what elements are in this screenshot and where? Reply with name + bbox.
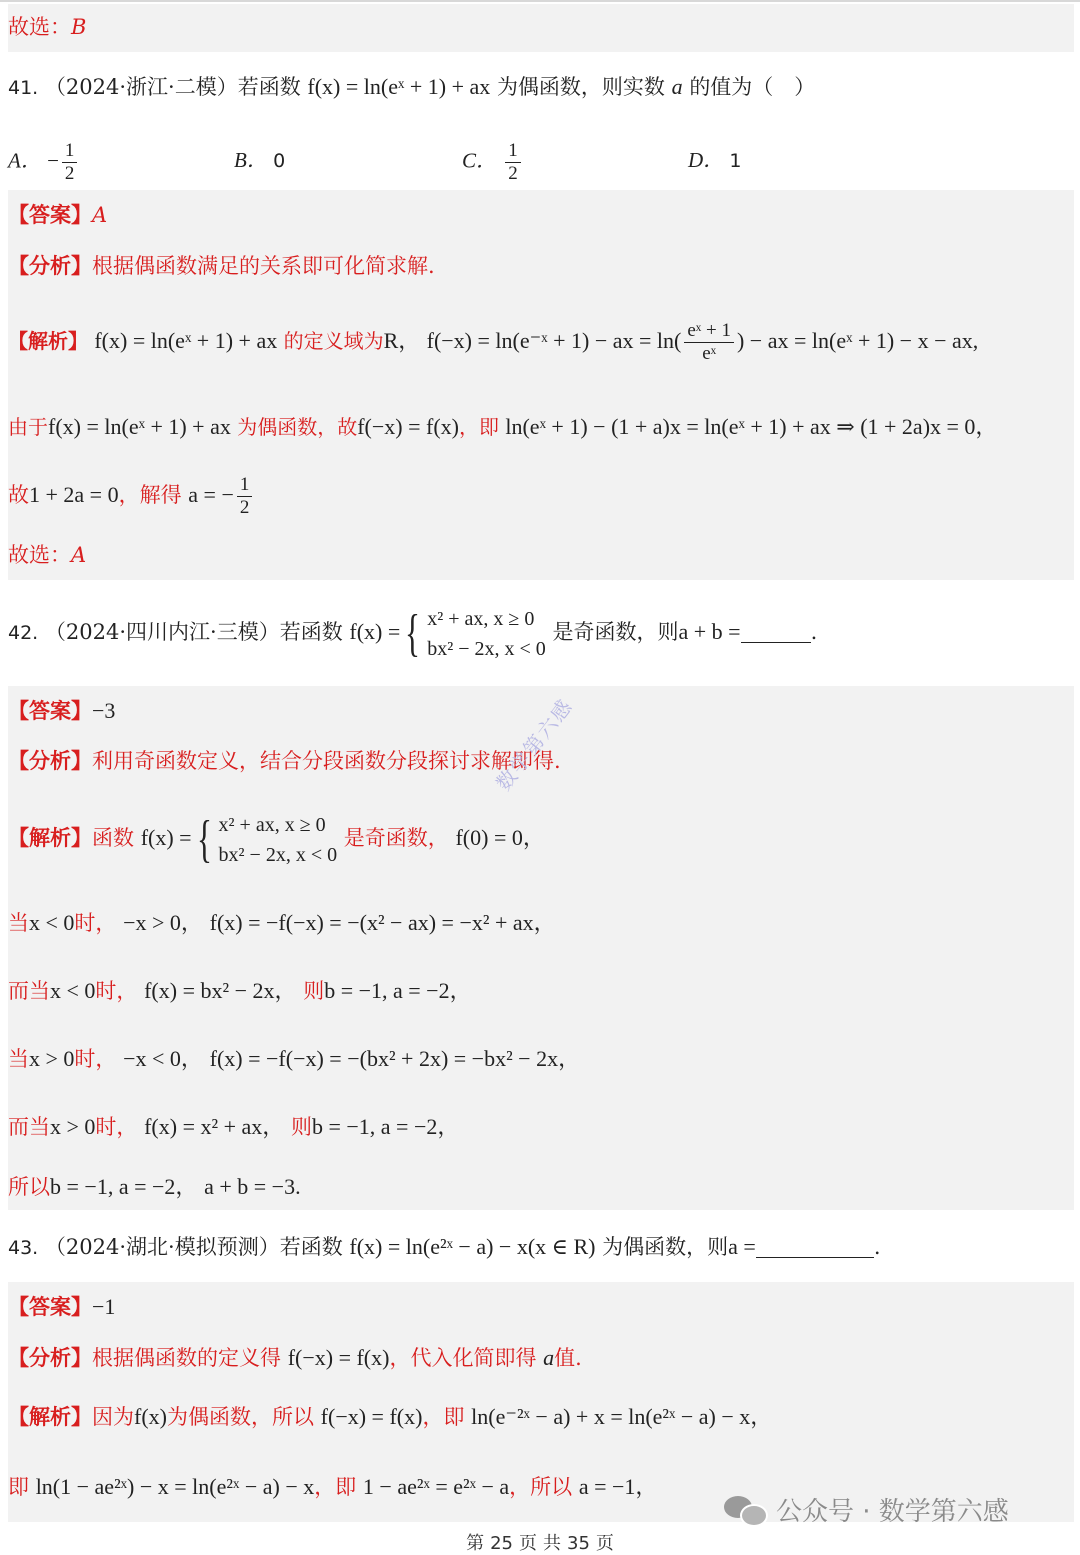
q42-solution-line6 bbox=[8, 1172, 301, 1202]
math: f(x) = bbox=[140, 825, 192, 850]
stem-end: . bbox=[810, 620, 818, 644]
q43-solution-line1 bbox=[8, 1402, 772, 1432]
page-number: 25 bbox=[490, 1533, 513, 1554]
text: 则 bbox=[303, 979, 325, 1003]
wechat-brand bbox=[724, 1491, 1009, 1528]
stem-variable: a bbox=[671, 74, 683, 99]
math: ln(1 − ae²ˣ) − x = ln(e²ˣ − a) − x bbox=[35, 1474, 315, 1499]
option-b[interactable] bbox=[234, 144, 285, 174]
text: ，即 bbox=[422, 1405, 465, 1429]
analysis-text: 利用奇函数定义，结合分段函数分段探讨求解即得. bbox=[92, 749, 561, 773]
q41-solution-line3 bbox=[8, 474, 255, 519]
question-number: 41. bbox=[8, 77, 39, 99]
question-source: （2024·浙江·二模） bbox=[44, 75, 238, 99]
answer-tag: 【答案】 bbox=[8, 699, 92, 723]
fraction: $\frac{\text{eˣ + 1}}{\text{eˣ}}$ bbox=[684, 320, 734, 365]
choose-label: 故选： bbox=[8, 15, 71, 39]
q43-solution-line2 bbox=[8, 1472, 657, 1502]
option-fraction: $\frac{1}{2}$ bbox=[62, 140, 78, 185]
math: a bbox=[543, 1345, 555, 1370]
q43-analysis bbox=[8, 1343, 582, 1373]
prev-choose bbox=[8, 12, 86, 42]
stem-lead: 若函数 bbox=[237, 75, 301, 99]
math: f(x) = bx² − 2x， bbox=[144, 978, 297, 1003]
stem-expr: a + b = bbox=[678, 619, 741, 644]
brand-text: 公众号 · 数学第六感 bbox=[776, 1497, 1009, 1527]
math: f(x) = x² + ax， bbox=[144, 1114, 285, 1139]
footer-text: 共 bbox=[543, 1533, 561, 1554]
q42-solution-line1 bbox=[8, 804, 545, 872]
page-total: 35 bbox=[567, 1533, 590, 1554]
math: f(−x) = f(x) bbox=[287, 1345, 390, 1370]
text: 故 bbox=[8, 483, 29, 507]
fraction: $\frac{1}{2}$ bbox=[237, 474, 253, 519]
q42-stem bbox=[8, 598, 817, 667]
q42-solution-line5 bbox=[8, 1112, 459, 1142]
q42-solution-line2 bbox=[8, 908, 556, 938]
stem-function: f(x) = ln(eˣ + 1) + ax bbox=[307, 74, 491, 99]
wechat-icon bbox=[724, 1494, 768, 1526]
math: b = −1, a = −2， bbox=[50, 1174, 198, 1199]
answer-tag: 【答案】 bbox=[8, 1295, 92, 1319]
question-number: 43. bbox=[8, 1237, 39, 1259]
question-source: （2024·四川内江·三模） bbox=[44, 620, 280, 644]
option-label: C． bbox=[462, 148, 498, 173]
question-number: 42. bbox=[8, 622, 39, 644]
option-sign: − bbox=[47, 148, 59, 173]
text: 而当 bbox=[8, 1115, 50, 1139]
text: ，即 bbox=[459, 415, 499, 439]
text: 当 bbox=[8, 1047, 29, 1071]
text: 当 bbox=[8, 911, 29, 935]
answer-value: A bbox=[92, 203, 108, 227]
math: x > 0 bbox=[29, 1046, 75, 1071]
option-label: A． bbox=[8, 148, 42, 173]
text: 由于 bbox=[8, 415, 48, 439]
piecewise bbox=[400, 604, 546, 664]
math: a + b = −3. bbox=[204, 1174, 301, 1199]
math: f(x) = ln(eˣ + 1) + ax bbox=[94, 328, 278, 353]
footer-text: 页 bbox=[519, 1533, 537, 1554]
math: f(x) = −f(−x) = −(bx² + 2x) = −bx² − 2x， bbox=[209, 1046, 581, 1071]
text: 为偶函数，所以 bbox=[166, 1405, 314, 1429]
math: f(−x) = f(x) bbox=[320, 1404, 423, 1429]
math: f(x) = −f(−x) = −(x² − ax) = −x² + ax， bbox=[209, 910, 556, 935]
option-d[interactable] bbox=[688, 144, 742, 174]
solution-tag: 【解析】 bbox=[8, 826, 92, 850]
prev-answer-band bbox=[8, 4, 1074, 52]
answer-value: −3 bbox=[92, 698, 116, 723]
solution-tag: 【解析】 bbox=[8, 329, 88, 353]
case-1: x² + ax, x ≥ 0 bbox=[427, 607, 535, 630]
stem-function: f(x) = ln(e²ˣ − a) − x(x ∈ R) bbox=[349, 1234, 596, 1259]
q42-solution-line4 bbox=[8, 1044, 580, 1074]
question-source: （2024·湖北·模拟预测） bbox=[44, 1235, 280, 1259]
math: ln(e⁻²ˣ − a) + x = ln(e²ˣ − a) − x， bbox=[471, 1404, 773, 1429]
page-footer bbox=[0, 1529, 1080, 1555]
choose-value: A bbox=[71, 543, 87, 567]
q42-answer bbox=[8, 696, 115, 726]
math: b = −1, a = −2， bbox=[311, 1114, 460, 1139]
math: 1 + 2a = 0 bbox=[29, 482, 119, 507]
answer-blank[interactable] bbox=[756, 1239, 874, 1258]
option-fraction: $\frac{1}{2}$ bbox=[505, 140, 521, 185]
text: 所以 bbox=[8, 1175, 50, 1199]
case-2: bx² − 2x, x < 0 bbox=[218, 843, 338, 866]
text: 值. bbox=[554, 1346, 582, 1370]
stem-function: f(x) = bbox=[349, 619, 401, 644]
stem-lead: 若函数 bbox=[279, 1235, 343, 1259]
footer-text: 第 bbox=[466, 1533, 485, 1554]
answer-tag: 【答案】 bbox=[8, 203, 92, 227]
q42-solution-line3 bbox=[8, 976, 472, 1006]
math: x > 0 bbox=[50, 1114, 96, 1139]
math: a = −1， bbox=[578, 1474, 658, 1499]
option-a[interactable] bbox=[8, 140, 80, 185]
q41-solution-line2 bbox=[8, 412, 997, 442]
stem-mid: 为偶函数，则实数 bbox=[496, 75, 665, 99]
text: ，代入化简即得 bbox=[389, 1346, 537, 1370]
answer-value: −1 bbox=[92, 1294, 116, 1319]
text: 因为 bbox=[92, 1405, 134, 1429]
q41-choose bbox=[8, 540, 86, 570]
stem-tail: 的值为（ ） bbox=[689, 75, 816, 99]
text: 时， bbox=[95, 979, 138, 1003]
text: 而当 bbox=[8, 979, 50, 1003]
stem-expr: a = bbox=[728, 1234, 756, 1259]
footer-text: 页 bbox=[595, 1533, 614, 1554]
math: f(0) = 0， bbox=[455, 825, 545, 850]
stem-tail: 为偶函数，则 bbox=[602, 1235, 729, 1259]
analysis-tag: 【分析】 bbox=[8, 254, 92, 278]
math: f(x) = ln(eˣ + 1) + ax bbox=[48, 414, 231, 439]
q41-answer-band bbox=[8, 190, 1074, 580]
text: ，解得 bbox=[118, 483, 182, 507]
text: 时， bbox=[95, 1115, 138, 1139]
stem-lead: 若函数 bbox=[279, 620, 343, 644]
option-c[interactable] bbox=[462, 140, 524, 185]
q41-solution-line1 bbox=[8, 320, 978, 365]
brace-icon: { bbox=[196, 810, 212, 868]
math: x < 0 bbox=[50, 978, 96, 1003]
q41-analysis bbox=[8, 251, 435, 281]
math: a = − bbox=[188, 482, 234, 507]
math: −x < 0， bbox=[123, 1046, 203, 1071]
text: 根据偶函数的定义得 bbox=[92, 1346, 281, 1370]
text: 的定义域为 bbox=[283, 329, 384, 353]
math: b = −1, a = −2， bbox=[324, 978, 472, 1003]
option-label: B． bbox=[234, 148, 268, 172]
option-label: D． bbox=[688, 148, 725, 172]
math: ln(eˣ + 1) − (1 + a)x = ln(eˣ + 1) + ax ⇒ (1 + 2a)x = 0， bbox=[505, 414, 998, 439]
watermark: 数学第六感 bbox=[491, 693, 578, 796]
q42-analysis bbox=[8, 746, 561, 776]
text: 时， bbox=[74, 911, 117, 935]
q43-answer bbox=[8, 1292, 115, 1322]
q41-stem bbox=[8, 72, 815, 103]
option-value: 0 bbox=[273, 150, 286, 172]
math: ) − ax = ln(eˣ + 1) − x − ax, bbox=[736, 328, 979, 353]
text: ，即 bbox=[314, 1475, 357, 1499]
text: 为偶函数，故 bbox=[237, 415, 358, 439]
text: 则 bbox=[290, 1115, 312, 1139]
choose-value: B bbox=[71, 15, 87, 39]
text: 即 bbox=[8, 1475, 29, 1499]
stem-tail: 是奇函数，则 bbox=[552, 620, 679, 644]
math: f(x) bbox=[134, 1404, 167, 1429]
answer-blank[interactable] bbox=[741, 624, 811, 643]
analysis-tag: 【分析】 bbox=[8, 1346, 92, 1370]
solution-tag: 【解析】 bbox=[8, 1405, 92, 1429]
case-2: bx² − 2x, x < 0 bbox=[427, 637, 546, 660]
text: 是奇函数， bbox=[343, 826, 449, 850]
math: x < 0 bbox=[29, 910, 75, 935]
case-1: x² + ax, x ≥ 0 bbox=[218, 813, 326, 836]
stem-end: . bbox=[873, 1235, 881, 1259]
text: ，所以 bbox=[509, 1475, 573, 1499]
option-value: 1 bbox=[729, 150, 742, 172]
top-rule bbox=[0, 0, 1080, 2]
math: −x > 0， bbox=[123, 910, 203, 935]
math: 1 − ae²ˣ = e²ˣ − a bbox=[362, 1474, 510, 1499]
q43-stem bbox=[8, 1232, 881, 1263]
piecewise bbox=[192, 810, 338, 870]
text: 时， bbox=[74, 1047, 117, 1071]
math: R， bbox=[383, 328, 421, 353]
choose-label: 故选： bbox=[8, 543, 71, 567]
math: f(−x) = f(x) bbox=[357, 414, 459, 439]
q41-answer bbox=[8, 200, 107, 230]
text: 函数 bbox=[92, 826, 134, 850]
analysis-text: 根据偶函数满足的关系即可化简求解. bbox=[92, 254, 435, 278]
analysis-tag: 【分析】 bbox=[8, 749, 92, 773]
math: f(−x) = ln(e⁻ˣ + 1) − ax = ln( bbox=[426, 328, 682, 353]
brace-icon: { bbox=[405, 604, 421, 662]
